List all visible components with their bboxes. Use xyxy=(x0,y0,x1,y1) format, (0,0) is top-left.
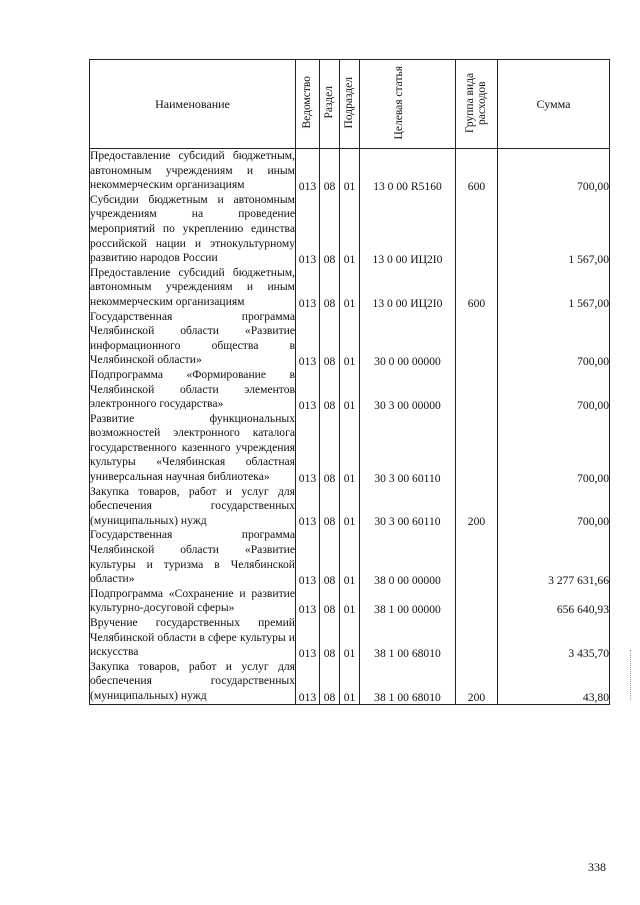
header-target: Целевая статья xyxy=(360,60,456,149)
row-subsection-cell: 01 xyxy=(340,660,360,704)
row-subsection-cell: 01 xyxy=(340,368,360,412)
row-target-cell: 13 0 00 ИЦ2I0 xyxy=(360,193,456,266)
table-row xyxy=(90,310,610,368)
row-dept-cell: 013 xyxy=(296,266,320,310)
row-name-cell: Закупка товаров, работ и услуг для обеспечения государственных (муниципальных) нужд xyxy=(90,484,295,527)
row-group-cell xyxy=(456,587,498,616)
row-target-cell: 38 1 00 68010 xyxy=(360,616,456,660)
row-dept-cell: 013 xyxy=(296,310,320,368)
row-section-cell: 08 xyxy=(320,528,340,586)
table-row xyxy=(90,149,610,193)
row-sum-cell: 700,00 xyxy=(498,368,610,412)
row-subsection-cell: 01 xyxy=(340,149,360,193)
row-subsection-cell: 01 xyxy=(340,412,360,485)
row-dept-cell: 013 xyxy=(296,528,320,586)
row-sum-cell: 700,00 xyxy=(498,412,610,485)
row-sum-cell: 3 435,70 xyxy=(498,616,610,660)
row-section-cell: 08 xyxy=(320,266,340,310)
row-sum-cell: 656 640,93 xyxy=(498,587,610,616)
table-row xyxy=(90,587,610,616)
row-name-cell: Предоставление субсидий бюджетным, автономным учреждениям и иным некоммерческим организациям xyxy=(90,265,295,308)
budget-table xyxy=(89,59,610,705)
row-target-cell: 13 0 00 ИЦ2I0 xyxy=(360,266,456,310)
row-dept-cell: 013 xyxy=(296,616,320,660)
row-dept-cell: 013 xyxy=(296,485,320,529)
row-subsection-cell: 01 xyxy=(340,616,360,660)
header-dept: Ведомство xyxy=(296,60,320,149)
row-sum-cell: 43,80 xyxy=(498,660,610,704)
page-number: 338 xyxy=(588,860,606,874)
table-row xyxy=(90,660,610,704)
row-name-cell: Подпрограмма «Сохранение и развитие культурно-досуговой сферы» xyxy=(90,586,295,615)
row-subsection-cell: 01 xyxy=(340,266,360,310)
table-row xyxy=(90,485,610,529)
row-target-cell: 30 3 00 00000 xyxy=(360,368,456,412)
row-dept-cell: 013 xyxy=(296,412,320,485)
margin-mark xyxy=(630,650,633,700)
row-section-cell: 08 xyxy=(320,587,340,616)
row-target-cell: 30 3 00 60110 xyxy=(360,485,456,529)
row-target-cell: 13 0 00 R5160 xyxy=(360,149,456,193)
row-subsection-cell: 01 xyxy=(340,485,360,529)
header-sum: Сумма xyxy=(498,60,610,149)
row-section-cell: 08 xyxy=(320,485,340,529)
row-group-cell: 600 xyxy=(456,266,498,310)
table-row xyxy=(90,616,610,660)
table-row xyxy=(90,528,610,586)
row-target-cell: 38 1 00 68010 xyxy=(360,660,456,704)
row-dept-cell: 013 xyxy=(296,587,320,616)
row-target-cell: 38 1 00 00000 xyxy=(360,587,456,616)
row-section-cell: 08 xyxy=(320,660,340,704)
row-group-cell: 200 xyxy=(456,485,498,529)
row-name-cell: Предоставление субсидий бюджетным, автономным учреждениям и иным некоммерческим организациям xyxy=(90,149,295,192)
row-name-cell: Государственная программа Челябинской области «Развитие информационного общества в Челябинской области» xyxy=(90,309,295,367)
row-name-cell: Вручение государственных премий Челябинской области в сфере культуры и искусства xyxy=(90,616,295,659)
row-sum-cell: 700,00 xyxy=(498,310,610,368)
row-dept-cell: 013 xyxy=(296,149,320,193)
row-group-cell xyxy=(456,528,498,586)
row-group-cell: 200 xyxy=(456,660,498,704)
row-dept-cell: 013 xyxy=(296,368,320,412)
row-dept-cell: 013 xyxy=(296,193,320,266)
table-row xyxy=(90,266,610,310)
table-row xyxy=(90,193,610,266)
row-name-cell: Подпрограмма «Формирование в Челябинской области элементов электронного государства» xyxy=(90,367,295,411)
row-section-cell: 08 xyxy=(320,368,340,412)
row-target-cell: 30 0 00 00000 xyxy=(360,310,456,368)
row-dept-cell: 013 xyxy=(296,660,320,704)
table-row xyxy=(90,368,610,412)
row-group-cell xyxy=(456,193,498,266)
row-group-cell xyxy=(456,368,498,412)
row-subsection-cell: 01 xyxy=(340,310,360,368)
header-section: Раздел xyxy=(320,60,340,149)
row-group-cell xyxy=(456,616,498,660)
row-group-cell xyxy=(456,412,498,485)
row-name-cell: Государственная программа Челябинской области «Развитие культуры и туризма в Челябинской области» xyxy=(90,528,295,586)
row-subsection-cell: 01 xyxy=(340,528,360,586)
row-name-cell: Субсидии бюджетным и автономным учреждениям на проведение мероприятий по укреплению единства российской нации и этнокультурному развитию народов России xyxy=(90,192,295,265)
row-name-cell: Закупка товаров, работ и услуг для обеспечения государственных (муниципальных) нужд xyxy=(90,660,296,704)
table-row xyxy=(90,412,610,485)
row-section-cell: 08 xyxy=(320,149,340,193)
table-header-row xyxy=(90,60,610,149)
row-sum-cell: 1 567,00 xyxy=(498,193,610,266)
row-target-cell: 30 3 00 60110 xyxy=(360,412,456,485)
header-group: Группа вида расходов xyxy=(456,60,498,149)
row-subsection-cell: 01 xyxy=(340,193,360,266)
row-sum-cell: 3 277 631,66 xyxy=(498,528,610,586)
row-target-cell: 38 0 00 00000 xyxy=(360,528,456,586)
row-section-cell: 08 xyxy=(320,193,340,266)
row-sum-cell: 700,00 xyxy=(498,485,610,529)
header-subsection: Подраздел xyxy=(340,60,360,149)
row-group-cell xyxy=(456,310,498,368)
row-section-cell: 08 xyxy=(320,412,340,485)
row-section-cell: 08 xyxy=(320,310,340,368)
row-name-cell: Развитие функциональных возможностей электронного каталога государственного казенного учреждения культуры «Челябинская областная универсальная научная библиотека» xyxy=(90,411,295,484)
row-sum-cell: 1 567,00 xyxy=(498,266,610,310)
row-section-cell: 08 xyxy=(320,616,340,660)
row-sum-cell: 700,00 xyxy=(498,149,610,193)
header-name: Наименование xyxy=(90,60,296,149)
row-subsection-cell: 01 xyxy=(340,587,360,616)
row-group-cell: 600 xyxy=(456,149,498,193)
